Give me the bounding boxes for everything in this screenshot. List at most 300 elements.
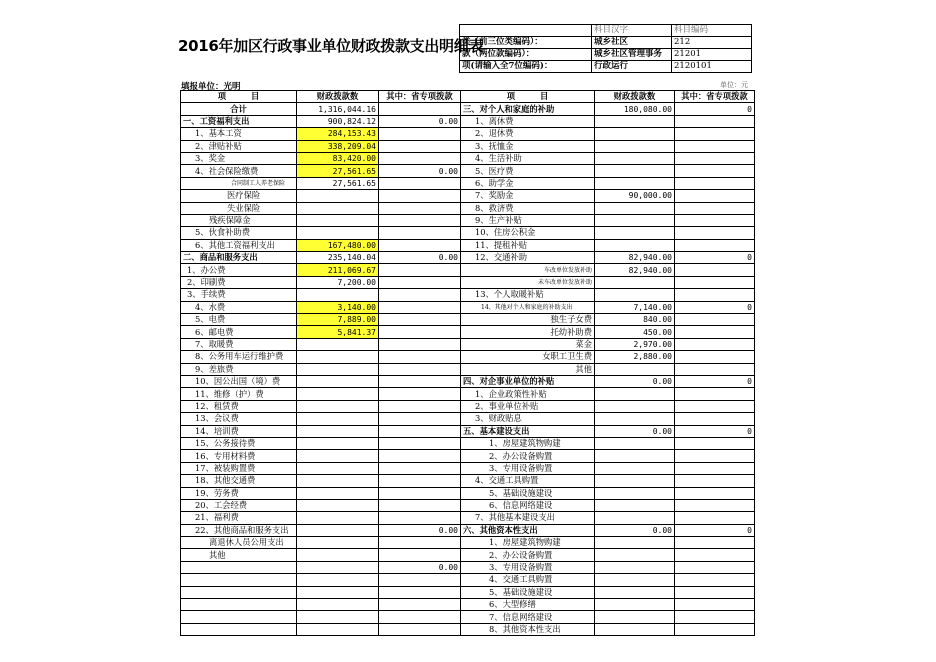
special-cell-left[interactable] xyxy=(379,177,461,189)
special-cell-left[interactable] xyxy=(379,487,461,499)
special-cell-left[interactable] xyxy=(379,227,461,239)
table-row xyxy=(181,326,755,338)
amount-cell-right[interactable] xyxy=(595,561,675,573)
table-row xyxy=(181,140,755,152)
filler-unit: 填报单位：光明 xyxy=(181,82,241,92)
amount-cell-left[interactable] xyxy=(297,338,379,350)
special-cell-left[interactable] xyxy=(379,276,461,288)
item-label-left[interactable]: 9、差旅费 xyxy=(181,363,297,375)
amount-cell-right[interactable] xyxy=(595,537,675,549)
special-cell-right[interactable] xyxy=(675,190,755,202)
amount-cell-left[interactable] xyxy=(297,574,379,586)
amount-cell-right[interactable] xyxy=(595,152,675,164)
special-cell-right[interactable] xyxy=(675,549,755,561)
special-cell-right[interactable] xyxy=(675,561,755,573)
item-label-left[interactable] xyxy=(181,623,297,635)
item-label-left[interactable]: 12、租赁费 xyxy=(181,400,297,412)
table-row xyxy=(181,549,755,561)
special-cell-right[interactable]: 0 xyxy=(675,524,755,536)
special-cell-right[interactable] xyxy=(675,314,755,326)
amount-cell-right[interactable] xyxy=(595,128,675,140)
item-label-left[interactable]: 1、基本工资 xyxy=(181,128,297,140)
special-cell-left[interactable] xyxy=(379,264,461,276)
special-cell-left[interactable] xyxy=(379,475,461,487)
special-cell-left[interactable] xyxy=(379,239,461,251)
amount-cell-left[interactable] xyxy=(297,425,379,437)
special-cell-left[interactable] xyxy=(379,152,461,164)
table-row xyxy=(181,177,755,189)
table-row xyxy=(181,239,755,251)
item-label-left[interactable]: 13、会议费 xyxy=(181,413,297,425)
special-cell-left[interactable] xyxy=(379,190,461,202)
item-label-left[interactable]: 11、维修（护）费 xyxy=(181,388,297,400)
special-cell-left[interactable] xyxy=(379,450,461,462)
item-label-left[interactable]: 22、其他商品和服务支出 xyxy=(181,524,297,536)
amount-cell-right[interactable] xyxy=(595,239,675,251)
special-cell-left[interactable] xyxy=(379,462,461,474)
header-section-name[interactable]: 城乡社区管理事务 xyxy=(592,49,672,61)
amount-cell-left[interactable] xyxy=(297,190,379,202)
table-row xyxy=(181,152,755,164)
special-cell-right[interactable] xyxy=(675,586,755,598)
amount-cell-right[interactable] xyxy=(595,586,675,598)
special-cell-left[interactable] xyxy=(379,400,461,412)
amount-cell-left[interactable]: 338,209.04 xyxy=(297,140,379,152)
special-cell-right[interactable] xyxy=(675,128,755,140)
amount-cell-left[interactable] xyxy=(297,561,379,573)
item-label-right[interactable]: 13、个人取暖补贴 xyxy=(461,289,595,301)
item-label-left[interactable]: 21、福利费 xyxy=(181,512,297,524)
amount-cell-left[interactable] xyxy=(297,611,379,623)
special-cell-left[interactable] xyxy=(379,301,461,313)
special-cell-right[interactable]: 0 xyxy=(675,252,755,264)
special-cell-right[interactable] xyxy=(675,177,755,189)
amount-cell-left[interactable] xyxy=(297,351,379,363)
item-label-left[interactable]: 2、印刷费 xyxy=(181,276,297,288)
amount-cell-right[interactable]: 840.00 xyxy=(595,314,675,326)
amount-cell-right[interactable] xyxy=(595,115,675,127)
table-row xyxy=(181,363,755,375)
unit-label: 单位：元 xyxy=(720,81,748,89)
amount-cell-left[interactable] xyxy=(297,599,379,611)
special-cell-right[interactable] xyxy=(675,140,755,152)
item-label-right[interactable]: 五、基本建设支出 xyxy=(461,425,595,437)
amount-cell-right[interactable] xyxy=(595,475,675,487)
item-label-right[interactable]: 其他 xyxy=(461,363,595,375)
amount-cell-right[interactable]: 0.00 xyxy=(595,524,675,536)
item-label-right[interactable]: 独生子女费 xyxy=(461,314,595,326)
table-row xyxy=(181,227,755,239)
amount-cell-left[interactable] xyxy=(297,475,379,487)
amount-cell-right[interactable]: 7,140.00 xyxy=(595,301,675,313)
header-category-name[interactable]: 城乡社区 xyxy=(592,37,672,49)
amount-cell-right[interactable] xyxy=(595,611,675,623)
special-cell-right[interactable] xyxy=(675,264,755,276)
item-label-left[interactable]: 4、水费 xyxy=(181,301,297,313)
table-row xyxy=(181,599,755,611)
special-cell-right[interactable] xyxy=(675,115,755,127)
special-cell-right[interactable] xyxy=(675,165,755,177)
special-cell-left[interactable] xyxy=(379,103,461,115)
item-label-right[interactable]: 四、对企事业单位的补贴 xyxy=(461,375,595,387)
amount-cell-left[interactable]: 284,153.43 xyxy=(297,128,379,140)
amount-cell-right[interactable] xyxy=(595,276,675,288)
special-cell-left[interactable] xyxy=(379,512,461,524)
amount-cell-right[interactable] xyxy=(595,177,675,189)
amount-cell-left[interactable] xyxy=(297,549,379,561)
amount-cell-right[interactable] xyxy=(595,623,675,635)
item-label-left[interactable]: 16、专用材料费 xyxy=(181,450,297,462)
item-label-right[interactable]: 1、离休费 xyxy=(461,115,595,127)
amount-cell-right[interactable] xyxy=(595,499,675,511)
amount-cell-left[interactable]: 7,889.00 xyxy=(297,314,379,326)
item-label-left[interactable]: 合同制工人养老保险 xyxy=(181,177,297,189)
amount-cell-left[interactable] xyxy=(297,537,379,549)
table-row xyxy=(181,450,755,462)
amount-cell-left[interactable] xyxy=(297,214,379,226)
special-cell-right[interactable] xyxy=(675,289,755,301)
item-label-right[interactable]: 7、其他基本建设支出 xyxy=(461,512,595,524)
amount-cell-left[interactable]: 900,824.12 xyxy=(297,115,379,127)
special-cell-left[interactable] xyxy=(379,586,461,598)
special-cell-left[interactable] xyxy=(379,214,461,226)
amount-cell-right[interactable] xyxy=(595,289,675,301)
special-cell-left[interactable]: 0.00 xyxy=(379,165,461,177)
header-table xyxy=(459,24,752,73)
special-cell-left[interactable] xyxy=(379,202,461,214)
special-cell-left[interactable] xyxy=(379,599,461,611)
table-row xyxy=(181,561,755,573)
amount-cell-right[interactable] xyxy=(595,599,675,611)
amount-cell-left[interactable] xyxy=(297,202,379,214)
amount-cell-left[interactable] xyxy=(297,462,379,474)
special-cell-left[interactable] xyxy=(379,413,461,425)
item-label-left[interactable] xyxy=(181,611,297,623)
header-category-code[interactable]: 212 xyxy=(672,37,752,49)
special-cell-left[interactable] xyxy=(379,363,461,375)
special-cell-right[interactable] xyxy=(675,487,755,499)
amount-cell-left[interactable] xyxy=(297,400,379,412)
item-label-left[interactable]: 4、社会保险缴费 xyxy=(181,165,297,177)
special-cell-right[interactable] xyxy=(675,462,755,474)
item-label-right[interactable]: 5、基础设施建设 xyxy=(461,487,595,499)
item-label-right[interactable]: 六、其他资本性支出 xyxy=(461,524,595,536)
item-label-right[interactable]: 7、奖励金 xyxy=(461,190,595,202)
amount-cell-left[interactable] xyxy=(297,289,379,301)
amount-cell-left[interactable] xyxy=(297,623,379,635)
item-label-right[interactable]: 1、企业政策性补贴 xyxy=(461,388,595,400)
amount-cell-left[interactable]: 167,480.00 xyxy=(297,239,379,251)
table-row xyxy=(181,115,755,127)
special-cell-left[interactable] xyxy=(379,537,461,549)
item-label-left[interactable]: 8、公务用车运行维护费 xyxy=(181,351,297,363)
amount-cell-right[interactable]: 90,000.00 xyxy=(595,190,675,202)
table-row xyxy=(181,487,755,499)
special-cell-left[interactable] xyxy=(379,140,461,152)
item-label-left[interactable]: 失业保险 xyxy=(181,202,297,214)
amount-cell-right[interactable] xyxy=(595,388,675,400)
amount-cell-left[interactable] xyxy=(297,227,379,239)
item-label-right[interactable]: 4、交通工具购置 xyxy=(461,574,595,586)
amount-cell-right[interactable]: 0.00 xyxy=(595,425,675,437)
special-cell-left[interactable] xyxy=(379,375,461,387)
item-label-right[interactable]: 4、交通工具购置 xyxy=(461,475,595,487)
amount-cell-right[interactable] xyxy=(595,227,675,239)
item-label-right[interactable]: 4、生活补助 xyxy=(461,152,595,164)
item-label-left[interactable]: 3、手续费 xyxy=(181,289,297,301)
item-label-left[interactable]: 10、因公出国（境）费 xyxy=(181,375,297,387)
item-label-left[interactable]: 6、其他工资福利支出 xyxy=(181,239,297,251)
amount-cell-left[interactable]: 3,140.00 xyxy=(297,301,379,313)
table-row xyxy=(181,128,755,140)
table-row xyxy=(181,537,755,549)
table-row xyxy=(181,202,755,214)
item-label-right[interactable]: 7、信息网络建设 xyxy=(461,611,595,623)
header-item-code[interactable]: 2120101 xyxy=(672,61,752,73)
special-cell-right[interactable] xyxy=(675,202,755,214)
header-category-label: 类（前三位类编码）： xyxy=(460,37,592,49)
item-label-left[interactable]: 17、被装购置费 xyxy=(181,462,297,474)
special-cell-right[interactable]: 0 xyxy=(675,375,755,387)
special-cell-right[interactable] xyxy=(675,338,755,350)
special-cell-left[interactable] xyxy=(379,611,461,623)
special-cell-left[interactable] xyxy=(379,314,461,326)
amount-cell-left[interactable] xyxy=(297,363,379,375)
special-cell-right[interactable] xyxy=(675,152,755,164)
item-label-right[interactable]: 1、房屋建筑物购建 xyxy=(461,537,595,549)
special-cell-right[interactable] xyxy=(675,537,755,549)
amount-cell-right[interactable]: 450.00 xyxy=(595,326,675,338)
amount-cell-left[interactable]: 27,561.65 xyxy=(297,177,379,189)
amount-cell-left[interactable] xyxy=(297,499,379,511)
special-cell-right[interactable] xyxy=(675,623,755,635)
special-cell-left[interactable] xyxy=(379,128,461,140)
special-cell-right[interactable] xyxy=(675,239,755,251)
item-label-left[interactable]: 一、工资福利支出 xyxy=(181,115,297,127)
item-label-right[interactable]: 1、房屋建筑物购建 xyxy=(461,437,595,449)
special-cell-right[interactable] xyxy=(675,351,755,363)
special-cell-right[interactable] xyxy=(675,574,755,586)
col-header-item-right: 项 目 xyxy=(461,91,595,103)
item-label-right[interactable]: 3、财政贴息 xyxy=(461,413,595,425)
special-cell-right[interactable] xyxy=(675,400,755,412)
special-cell-right[interactable] xyxy=(675,475,755,487)
amount-cell-left[interactable] xyxy=(297,437,379,449)
special-cell-right[interactable] xyxy=(675,512,755,524)
amount-cell-left[interactable]: 1,316,044.16 xyxy=(297,103,379,115)
report-title: 2016年加区行政事业单位财政拨款支出明细表 xyxy=(178,37,484,55)
item-label-right[interactable]: 2、办公设备购置 xyxy=(461,549,595,561)
special-cell-right[interactable] xyxy=(675,388,755,400)
table-row xyxy=(181,437,755,449)
amount-cell-right[interactable] xyxy=(595,574,675,586)
item-label-left[interactable]: 医疗保险 xyxy=(181,190,297,202)
special-cell-left[interactable]: 0.00 xyxy=(379,252,461,264)
table-row xyxy=(181,388,755,400)
table-row xyxy=(181,611,755,623)
header-col-name: 科目汉字 xyxy=(592,25,672,37)
item-label-left[interactable]: 5、电费 xyxy=(181,314,297,326)
special-cell-left[interactable]: 0.00 xyxy=(379,561,461,573)
special-cell-left[interactable] xyxy=(379,574,461,586)
item-label-right[interactable]: 3、专用设备购置 xyxy=(461,462,595,474)
amount-cell-right[interactable]: 2,880.00 xyxy=(595,351,675,363)
item-label-left[interactable] xyxy=(181,574,297,586)
item-label-left[interactable]: 5、伙食补助费 xyxy=(181,227,297,239)
amount-cell-right[interactable] xyxy=(595,487,675,499)
amount-cell-right[interactable] xyxy=(595,165,675,177)
special-cell-left[interactable]: 0.00 xyxy=(379,524,461,536)
amount-cell-right[interactable]: 0.00 xyxy=(595,375,675,387)
item-label-right[interactable]: 5、基础设施建设 xyxy=(461,586,595,598)
amount-cell-right[interactable] xyxy=(595,450,675,462)
col-header-special-right: 其中：省专项拨款 xyxy=(675,91,755,103)
special-cell-left[interactable] xyxy=(379,623,461,635)
special-cell-left[interactable]: 0.00 xyxy=(379,115,461,127)
amount-cell-right[interactable] xyxy=(595,437,675,449)
amount-cell-right[interactable]: 82,940.00 xyxy=(595,252,675,264)
item-label-right[interactable]: 9、生产补贴 xyxy=(461,214,595,226)
amount-cell-left[interactable] xyxy=(297,450,379,462)
special-cell-right[interactable] xyxy=(675,499,755,511)
item-label-right[interactable]: 2、退休费 xyxy=(461,128,595,140)
item-label-right[interactable]: 女职工卫生费 xyxy=(461,351,595,363)
item-label-right[interactable]: 6、大型修缮 xyxy=(461,599,595,611)
amount-cell-left[interactable] xyxy=(297,487,379,499)
item-label-right[interactable]: 菜金 xyxy=(461,338,595,350)
table-row xyxy=(181,413,755,425)
special-cell-right[interactable] xyxy=(675,363,755,375)
header-row-item xyxy=(460,61,752,73)
item-label-left[interactable] xyxy=(181,599,297,611)
special-cell-left[interactable] xyxy=(379,351,461,363)
special-cell-left[interactable] xyxy=(379,499,461,511)
item-label-left[interactable] xyxy=(181,586,297,598)
header-section-code[interactable]: 21201 xyxy=(672,49,752,61)
special-cell-right[interactable] xyxy=(675,276,755,288)
item-label-left[interactable]: 残疾保障金 xyxy=(181,214,297,226)
item-label-left[interactable] xyxy=(181,561,297,573)
amount-cell-left[interactable] xyxy=(297,375,379,387)
amount-cell-left[interactable]: 5,841.37 xyxy=(297,326,379,338)
special-cell-right[interactable] xyxy=(675,599,755,611)
amount-cell-right[interactable]: 2,970.00 xyxy=(595,338,675,350)
amount-cell-left[interactable]: 7,200.00 xyxy=(297,276,379,288)
special-cell-left[interactable] xyxy=(379,388,461,400)
amount-cell-right[interactable] xyxy=(595,140,675,152)
item-label-left[interactable]: 6、邮电费 xyxy=(181,326,297,338)
amount-cell-right[interactable] xyxy=(595,462,675,474)
amount-cell-left[interactable] xyxy=(297,388,379,400)
special-cell-right[interactable] xyxy=(675,450,755,462)
amount-cell-left[interactable]: 235,140.04 xyxy=(297,252,379,264)
amount-cell-left[interactable]: 83,420.00 xyxy=(297,152,379,164)
item-label-left[interactable]: 二、商品和服务支出 xyxy=(181,252,297,264)
amount-cell-right[interactable] xyxy=(595,512,675,524)
item-label-left[interactable]: 离退休人员公用支出 xyxy=(181,537,297,549)
amount-cell-left[interactable] xyxy=(297,413,379,425)
amount-cell-right[interactable] xyxy=(595,214,675,226)
amount-cell-right[interactable] xyxy=(595,363,675,375)
amount-cell-right[interactable]: 180,080.00 xyxy=(595,103,675,115)
special-cell-right[interactable] xyxy=(675,611,755,623)
item-label-right[interactable]: 2、事业单位补贴 xyxy=(461,400,595,412)
item-label-right[interactable]: 三、对个人和家庭的补助 xyxy=(461,103,595,115)
table-row xyxy=(181,289,755,301)
table-row xyxy=(181,425,755,437)
special-cell-left[interactable] xyxy=(379,437,461,449)
item-label-left[interactable]: 20、工会经费 xyxy=(181,499,297,511)
table-row xyxy=(181,165,755,177)
item-label-right[interactable]: 10、住房公积金 xyxy=(461,227,595,239)
special-cell-left[interactable] xyxy=(379,549,461,561)
item-label-right[interactable]: 8、其他资本性支出 xyxy=(461,623,595,635)
amount-cell-left[interactable]: 211,069.67 xyxy=(297,264,379,276)
table-row xyxy=(181,338,755,350)
table-row xyxy=(181,375,755,387)
special-cell-right[interactable]: 0 xyxy=(675,103,755,115)
amount-cell-right[interactable]: 82,940.00 xyxy=(595,264,675,276)
special-cell-right[interactable]: 0 xyxy=(675,425,755,437)
special-cell-left[interactable] xyxy=(379,338,461,350)
amount-cell-right[interactable] xyxy=(595,400,675,412)
item-label-right[interactable]: 8、救济费 xyxy=(461,202,595,214)
special-cell-right[interactable] xyxy=(675,214,755,226)
special-cell-right[interactable] xyxy=(675,413,755,425)
item-label-left[interactable]: 合计 xyxy=(181,103,297,115)
item-label-right[interactable]: 6、信息网络建设 xyxy=(461,499,595,511)
amount-cell-left[interactable] xyxy=(297,586,379,598)
amount-cell-left[interactable] xyxy=(297,524,379,536)
amount-cell-left[interactable]: 27,561.65 xyxy=(297,165,379,177)
item-label-left[interactable]: 1、办公费 xyxy=(181,264,297,276)
amount-cell-right[interactable] xyxy=(595,202,675,214)
special-cell-left[interactable] xyxy=(379,425,461,437)
special-cell-right[interactable] xyxy=(675,437,755,449)
item-label-right[interactable]: 11、提租补贴 xyxy=(461,239,595,251)
special-cell-right[interactable] xyxy=(675,227,755,239)
item-label-right[interactable]: 14、其他对个人和家庭的补助支出 xyxy=(461,301,595,313)
item-label-right[interactable]: 托幼补助费 xyxy=(461,326,595,338)
item-label-left[interactable]: 14、培训费 xyxy=(181,425,297,437)
special-cell-left[interactable] xyxy=(379,289,461,301)
item-label-right[interactable]: 6、助学金 xyxy=(461,177,595,189)
col-header-amount-left: 财政拨款数 xyxy=(297,91,379,103)
item-label-right[interactable]: 未车改单位发放补助 xyxy=(461,276,595,288)
item-label-left[interactable]: 7、取暖费 xyxy=(181,338,297,350)
item-label-right[interactable]: 3、抚恤金 xyxy=(461,140,595,152)
item-label-left[interactable]: 15、公务接待费 xyxy=(181,437,297,449)
special-cell-right[interactable]: 0 xyxy=(675,301,755,313)
item-label-left[interactable]: 其他 xyxy=(181,549,297,561)
item-label-left[interactable]: 2、津贴补贴 xyxy=(181,140,297,152)
special-cell-left[interactable] xyxy=(379,326,461,338)
item-label-right[interactable]: 2、办公设备购置 xyxy=(461,450,595,462)
header-item-name[interactable]: 行政运行 xyxy=(592,61,672,73)
header-item-label: 项(请输入全7位编码)： xyxy=(460,61,592,73)
amount-cell-right[interactable] xyxy=(595,549,675,561)
special-cell-right[interactable] xyxy=(675,326,755,338)
item-label-right[interactable]: 12、交通补助 xyxy=(461,252,595,264)
amount-cell-right[interactable] xyxy=(595,413,675,425)
item-label-right[interactable]: 3、专用设备购置 xyxy=(461,561,595,573)
item-label-left[interactable]: 18、其他交通费 xyxy=(181,475,297,487)
item-label-left[interactable]: 3、奖金 xyxy=(181,152,297,164)
item-label-right[interactable]: 车改单位发放补助 xyxy=(461,264,595,276)
amount-cell-left[interactable] xyxy=(297,512,379,524)
item-label-right[interactable]: 5、医疗费 xyxy=(461,165,595,177)
item-label-left[interactable]: 19、劳务费 xyxy=(181,487,297,499)
